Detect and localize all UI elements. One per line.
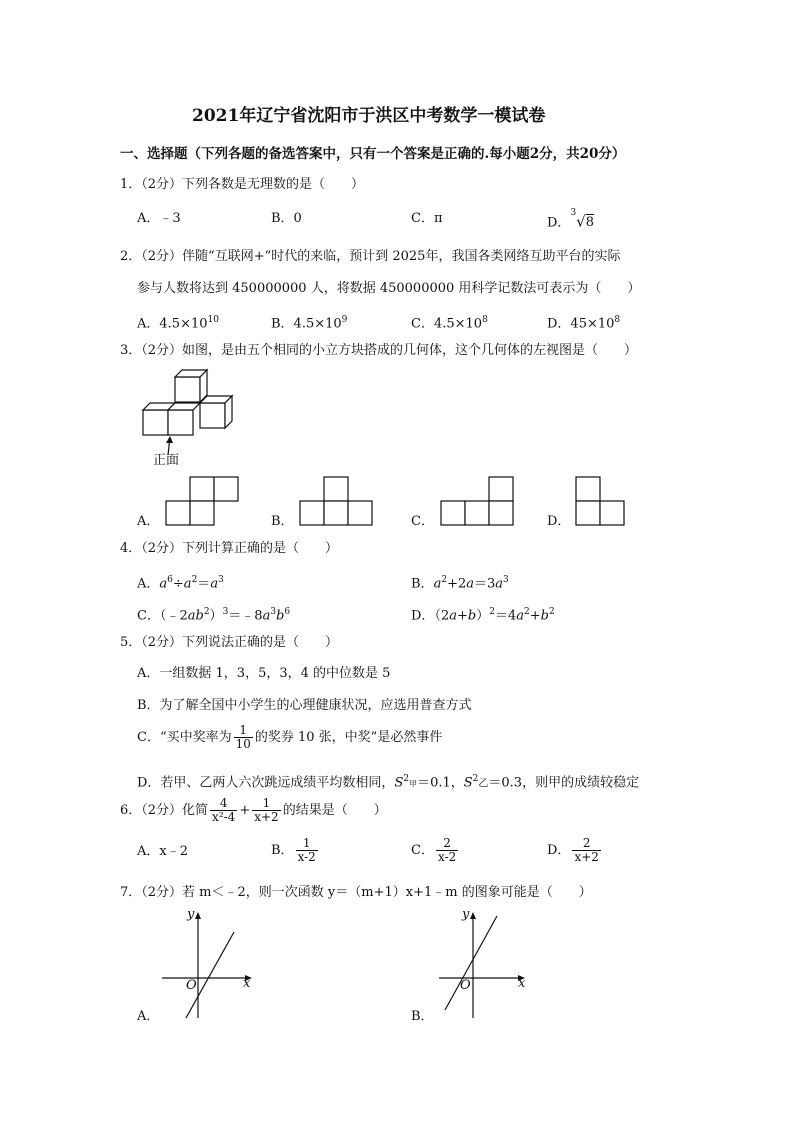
q6-option-b-fraction [296, 837, 318, 864]
q7-graph-b [435, 910, 535, 1020]
q6-option-c-label: C． [411, 843, 434, 858]
q6-option-c-fraction [436, 837, 458, 864]
q4-option-a-label: A． [137, 576, 160, 592]
q2-stem-line2: 参与人数将达到 450000000 人，将数据 450000000 用科学记数法可表示为（ ） [137, 281, 641, 296]
q2-option-c-exp: 8 [482, 315, 488, 325]
q4-option-d[interactable]: D．$(2a+b)^2=4a^2+b^2$ [411, 607, 555, 624]
q1-option-c[interactable]: C．π [411, 211, 443, 226]
q1-option-d-label: D． [547, 215, 571, 231]
q2-option-c-base: C．4.5×10 [411, 316, 483, 332]
q2-option-d[interactable] [547, 311, 620, 333]
q6-option-d-fraction [572, 837, 600, 864]
q4-option-b-label: B． [411, 576, 434, 592]
q6-option-d[interactable] [547, 836, 603, 866]
q6-c-den: x-2 [437, 850, 457, 864]
q2-option-a-base: A．4.5×10 [137, 316, 208, 332]
q3-option-d[interactable]: D． [547, 514, 571, 529]
q2-option-d-exp: 8 [614, 315, 621, 325]
q2-option-d-base: D．45×10 [547, 316, 615, 332]
q2-option-b[interactable] [271, 311, 347, 333]
q6-stem-pre: 6．（2分）化简 [120, 803, 209, 818]
q3-cube-figure [130, 365, 250, 470]
q6-f1-den: x²-4 [212, 810, 236, 824]
q1-option-a[interactable]: A．﹣3 [137, 211, 181, 226]
q5-option-c-pre: C．“买中奖率为 [137, 730, 232, 745]
q5-option-b[interactable]: B．为了解全国中小学生的心理健康状况，应选用普查方式 [137, 698, 472, 713]
q7-option-b[interactable]: B． [411, 1009, 434, 1024]
q4-option-b[interactable]: B．$a^2+2a=3a^3$ [411, 575, 509, 592]
q5-fraction-num: 1 [234, 724, 253, 738]
q6-d-den: x+2 [574, 850, 599, 864]
q4-stem: 4．（2分）下列计算正确的是（ ） [120, 541, 339, 556]
q5-subscript-jia: 甲 [409, 779, 418, 789]
q5-option-c-post: 的奖券 10 张，中奖”是必然事件 [254, 730, 443, 745]
q7-a-x-label: x [243, 976, 251, 991]
q5-option-d-mid: ＝0.1， [417, 775, 464, 791]
q5-option-d-pre: D．若甲、乙两人六次跳远成绩平均数相同， [137, 775, 395, 791]
q2-option-b-exp: 9 [341, 315, 348, 325]
q7-a-y-label: y [187, 907, 195, 922]
q6-option-b-label: B． [271, 843, 294, 858]
q5-stem: 5．（2分）下列说法正确的是（ ） [120, 635, 339, 650]
q3-front-label: 正面 [153, 453, 180, 468]
q1-option-d[interactable] [547, 210, 594, 232]
q5-option-c[interactable] [137, 724, 442, 752]
q5-variance-s2: S [463, 775, 473, 791]
q4-option-c[interactable]: C．$(﹣2ab^2)^3=﹣8a^3b^6$ [137, 607, 291, 624]
q6-f2-num: 1 [252, 797, 280, 811]
q3-option-a-view [165, 476, 240, 526]
q1-root-index: 3 [570, 208, 577, 218]
q6-fraction-2 [252, 797, 280, 824]
q6-f1-num: 4 [210, 797, 237, 811]
q1-radicand: 8 [585, 215, 595, 231]
q6-stem [120, 796, 387, 826]
q6-c-num: 2 [436, 837, 458, 851]
q5-variance-sq2: 2 [472, 774, 479, 784]
section-heading: 一、选择题（下列各题的备选答案中，只有一个答案是正确的.每小题2分，共20分） [120, 146, 626, 162]
q2-option-b-base: B．4.5×10 [271, 316, 342, 332]
radical-icon: √ [576, 212, 586, 231]
q7-graph-a [158, 910, 258, 1020]
q4-option-c-label: C． [137, 608, 160, 624]
q6-option-b[interactable] [271, 836, 320, 866]
q6-f2-den: x+2 [254, 810, 279, 824]
q5-option-d-post: ＝0.3，则甲的成绩较稳定 [488, 775, 640, 791]
q5-fraction [234, 724, 253, 751]
q6-plus: + [239, 803, 251, 818]
q2-option-a[interactable] [137, 311, 219, 333]
page-title: 2021年辽宁省沈阳市于洪区中考数学一模试卷 [192, 106, 546, 126]
q3-option-d-view [575, 476, 627, 526]
q3-option-b-view [299, 476, 374, 526]
q7-option-a[interactable]: A． [137, 1009, 160, 1024]
q5-option-a[interactable]: A．一组数据 1，3，5，3，4 的中位数是 5 [137, 666, 391, 681]
q3-option-c[interactable]: C． [411, 514, 434, 529]
q6-option-d-label: D． [547, 843, 571, 858]
q7-a-origin-label: O [186, 978, 197, 993]
q7-b-x-label: x [518, 976, 526, 991]
q3-option-b[interactable]: B． [271, 514, 294, 529]
q2-option-c[interactable] [411, 311, 488, 333]
q6-b-num: 1 [296, 837, 318, 851]
q6-stem-post: 的结果是（ ） [282, 803, 387, 818]
q7-b-origin-label: O [460, 978, 471, 993]
q2-option-a-exp: 10 [207, 315, 219, 325]
q4-option-d-label: D． [411, 608, 435, 624]
q6-d-num: 2 [572, 837, 600, 851]
q5-variance-s1: S [394, 775, 404, 791]
q5-subscript-yi: 乙 [478, 778, 489, 790]
q6-option-c[interactable] [411, 836, 460, 866]
q1-option-b[interactable]: B．0 [271, 211, 302, 226]
q6-option-a[interactable]: A．x﹣2 [137, 844, 188, 859]
q1-stem: 1．（2分）下列各数是无理数的是（ ） [120, 177, 365, 192]
q6-b-den: x-2 [297, 850, 316, 864]
q5-option-d[interactable] [137, 770, 639, 793]
q5-fraction-den: 10 [235, 737, 251, 751]
q2-stem-line1: 2．（2分）伴随“互联网+”时代的来临，预计到 2025年，我国各类网络互助平台的实际 [120, 249, 621, 264]
q6-fraction-1 [210, 797, 237, 824]
q3-option-a[interactable]: A． [137, 514, 160, 529]
q5-variance-sq1: 2 [403, 774, 410, 784]
q7-stem: 7．（2分）若 m＜﹣2，则一次函数 y＝（m+1）x+1﹣m 的图象可能是（ ） [120, 885, 592, 900]
q3-option-c-view [440, 476, 515, 526]
q3-stem: 3．（2分）如图，是由五个相同的小立方块搭成的几何体，这个几何体的左视图是（ ） [120, 343, 638, 358]
q7-b-y-label: y [462, 907, 470, 922]
q4-option-a[interactable]: A．$a^6\div a^2=a^3$ [137, 575, 224, 592]
